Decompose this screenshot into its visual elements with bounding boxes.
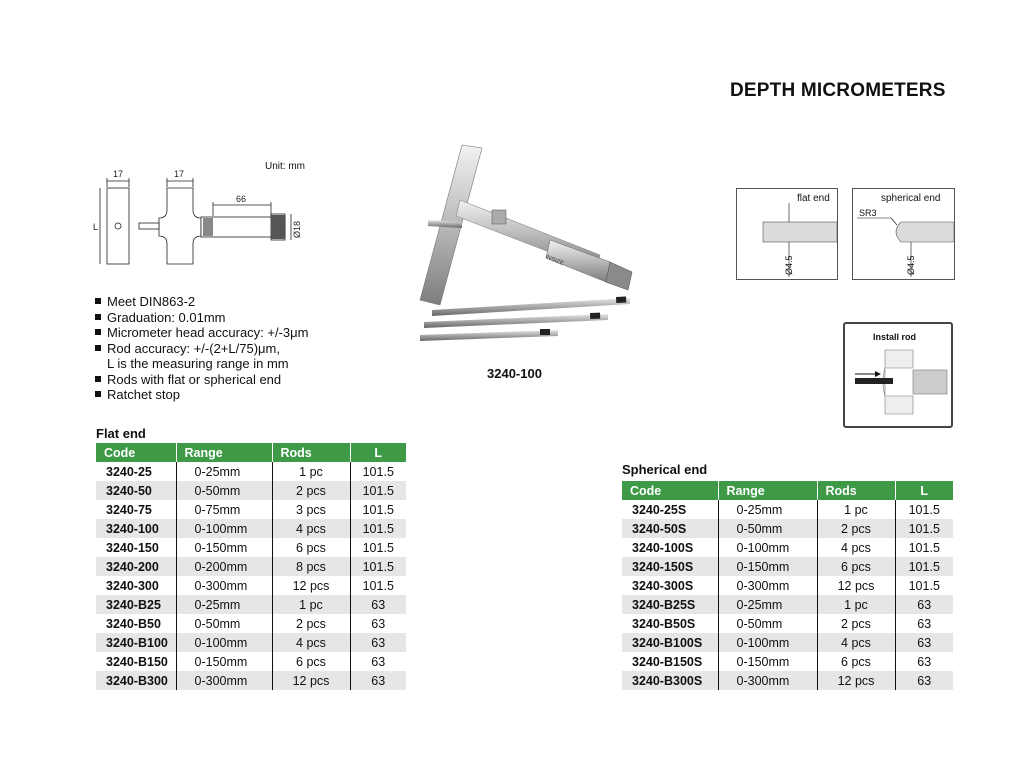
cell-rods: 1 pc — [817, 595, 895, 614]
table-row — [96, 519, 406, 538]
cell-l: 63 — [895, 633, 953, 652]
cell-range: 0-25mm — [718, 595, 817, 614]
cell-code: 3240-100 — [96, 519, 176, 538]
cell-l: 63 — [350, 652, 406, 671]
table-row — [622, 557, 953, 576]
cell-rods: 8 pcs — [272, 557, 350, 576]
table-row — [622, 538, 953, 557]
cell-rods: 1 pc — [272, 462, 350, 481]
cell-rods: 12 pcs — [817, 576, 895, 595]
cell-l: 101.5 — [350, 462, 406, 481]
table-row — [96, 481, 406, 500]
spec-item: Meet DIN863-2 — [95, 294, 308, 310]
extension-rods — [420, 296, 630, 341]
spec-item: Ratchet stop — [95, 387, 308, 403]
cell-code: 3240-B25S — [622, 595, 718, 614]
spec-item: Rod accuracy: +/-(2+L/75)μm, L is the measuring range in mm — [95, 341, 308, 372]
cell-range: 0-25mm — [176, 462, 272, 481]
header-code: Code — [96, 443, 176, 462]
table-row — [96, 557, 406, 576]
cell-rods: 4 pcs — [272, 633, 350, 652]
cell-l: 101.5 — [895, 500, 953, 519]
spec-item: Graduation: 0.01mm — [95, 310, 308, 326]
header-rods: Rods — [272, 443, 350, 462]
cell-code: 3240-B100 — [96, 633, 176, 652]
table-row — [96, 595, 406, 614]
cell-code: 3240-50 — [96, 481, 176, 500]
table-row — [622, 519, 953, 538]
cell-code: 3240-200 — [96, 557, 176, 576]
spherical-end-radius: SR3 — [859, 208, 877, 218]
spec-item: Micrometer head accuracy: +/-3μm — [95, 325, 308, 341]
cell-range: 0-300mm — [718, 576, 817, 595]
cell-code: 3240-150S — [622, 557, 718, 576]
table-row — [622, 500, 953, 519]
cell-rods: 6 pcs — [817, 652, 895, 671]
cell-rods: 4 pcs — [817, 538, 895, 557]
spherical-end-diagram — [852, 188, 955, 280]
table-row — [96, 671, 406, 690]
flat-end-diameter: Ø4.5 — [784, 255, 794, 275]
cell-code: 3240-25 — [96, 462, 176, 481]
cell-rods: 1 pc — [817, 500, 895, 519]
cell-range: 0-100mm — [176, 633, 272, 652]
cell-range: 0-50mm — [176, 614, 272, 633]
dim-length: 66 — [236, 194, 247, 204]
cell-rods: 12 pcs — [272, 671, 350, 690]
cell-l: 63 — [895, 614, 953, 633]
cell-code: 3240-25S — [622, 500, 718, 519]
cell-l: 101.5 — [895, 519, 953, 538]
install-rod-diagram — [843, 322, 953, 428]
dim-width2: 17 — [174, 169, 185, 179]
cell-range: 0-25mm — [176, 595, 272, 614]
spherical-end-diameter: Ø4.5 — [906, 255, 916, 275]
table-row — [96, 652, 406, 671]
install-rod-label: Install rod — [873, 332, 917, 342]
cell-code: 3240-150 — [96, 538, 176, 557]
cell-range: 0-300mm — [176, 576, 272, 595]
cell-rods: 2 pcs — [272, 614, 350, 633]
cell-rods: 3 pcs — [272, 500, 350, 519]
cell-code: 3240-100S — [622, 538, 718, 557]
cell-range: 0-25mm — [718, 500, 817, 519]
cell-rods: 2 pcs — [272, 481, 350, 500]
cell-range: 0-300mm — [718, 671, 817, 690]
table-row — [96, 462, 406, 481]
cell-l: 63 — [350, 614, 406, 633]
table-row — [622, 652, 953, 671]
table-row — [622, 614, 953, 633]
cell-l: 101.5 — [350, 538, 406, 557]
spherical-table-title: Spherical end — [622, 462, 708, 477]
cell-l: 101.5 — [350, 576, 406, 595]
cell-l: 101.5 — [895, 538, 953, 557]
cell-code: 3240-300S — [622, 576, 718, 595]
brand-mark: INSIZE — [544, 254, 565, 268]
cell-code: 3240-50S — [622, 519, 718, 538]
cell-code: 3240-B300 — [96, 671, 176, 690]
unit-label: Unit: mm — [265, 161, 305, 172]
cell-rods: 6 pcs — [272, 652, 350, 671]
cell-rods: 12 pcs — [817, 671, 895, 690]
header-l: L — [895, 481, 953, 500]
cell-code: 3240-B150 — [96, 652, 176, 671]
cell-code: 3240-B100S — [622, 633, 718, 652]
photo-caption: 3240-100 — [487, 366, 542, 381]
table-row — [96, 538, 406, 557]
table-row — [96, 614, 406, 633]
cell-range: 0-150mm — [718, 652, 817, 671]
cell-rods: 6 pcs — [272, 538, 350, 557]
product-photo — [410, 140, 650, 355]
cell-range: 0-50mm — [176, 481, 272, 500]
header-range: Range — [176, 443, 272, 462]
cell-code: 3240-B50S — [622, 614, 718, 633]
cell-code: 3240-B150S — [622, 652, 718, 671]
page-title: DEPTH MICROMETERS — [730, 80, 946, 101]
table-header-row — [96, 443, 406, 462]
table-header-row — [622, 481, 953, 500]
cell-range: 0-50mm — [718, 614, 817, 633]
flat-end-diagram — [736, 188, 838, 280]
cell-l: 101.5 — [350, 557, 406, 576]
cell-l: 101.5 — [895, 576, 953, 595]
cell-l: 63 — [350, 595, 406, 614]
cell-code: 3240-B300S — [622, 671, 718, 690]
header-range: Range — [718, 481, 817, 500]
cell-range: 0-200mm — [176, 557, 272, 576]
cell-l: 63 — [895, 652, 953, 671]
flat-end-table — [96, 443, 406, 690]
cell-range: 0-150mm — [176, 652, 272, 671]
cell-range: 0-150mm — [718, 557, 817, 576]
dim-diameter: Ø18 — [292, 220, 302, 238]
cell-code: 3240-300 — [96, 576, 176, 595]
cell-range: 0-300mm — [176, 671, 272, 690]
table-row — [96, 500, 406, 519]
dim-height: L — [93, 222, 99, 232]
cell-range: 0-50mm — [718, 519, 817, 538]
spec-list — [95, 294, 308, 403]
cell-range: 0-75mm — [176, 500, 272, 519]
cell-rods: 1 pc — [272, 595, 350, 614]
dimension-drawing — [95, 160, 325, 280]
cell-rods: 6 pcs — [817, 557, 895, 576]
cell-l: 63 — [350, 633, 406, 652]
spherical-end-table — [622, 481, 953, 690]
cell-l: 101.5 — [350, 481, 406, 500]
cell-rods: 4 pcs — [272, 519, 350, 538]
cell-rods: 2 pcs — [817, 519, 895, 538]
table-row — [622, 633, 953, 652]
cell-code: 3240-B25 — [96, 595, 176, 614]
cell-range: 0-100mm — [176, 519, 272, 538]
header-code: Code — [622, 481, 718, 500]
table-row — [622, 576, 953, 595]
cell-l: 101.5 — [350, 519, 406, 538]
cell-code: 3240-75 — [96, 500, 176, 519]
cell-rods: 4 pcs — [817, 633, 895, 652]
table-row — [622, 595, 953, 614]
cell-code: 3240-B50 — [96, 614, 176, 633]
dim-width1: 17 — [113, 169, 124, 179]
cell-range: 0-150mm — [176, 538, 272, 557]
cell-l: 101.5 — [350, 500, 406, 519]
spherical-end-label: spherical end — [881, 193, 941, 204]
cell-rods: 12 pcs — [272, 576, 350, 595]
cell-l: 63 — [895, 671, 953, 690]
spec-item: Rods with flat or spherical end — [95, 372, 308, 388]
flat-table-title: Flat end — [96, 426, 146, 441]
header-l: L — [350, 443, 406, 462]
table-row — [96, 633, 406, 652]
header-rods: Rods — [817, 481, 895, 500]
flat-end-label: flat end — [797, 193, 830, 204]
cell-rods: 2 pcs — [817, 614, 895, 633]
cell-l: 101.5 — [895, 557, 953, 576]
table-row — [622, 671, 953, 690]
cell-l: 63 — [350, 671, 406, 690]
spec-note: L is the measuring range in mm — [107, 356, 289, 371]
cell-range: 0-100mm — [718, 633, 817, 652]
cell-range: 0-100mm — [718, 538, 817, 557]
cell-l: 63 — [895, 595, 953, 614]
table-row — [96, 576, 406, 595]
